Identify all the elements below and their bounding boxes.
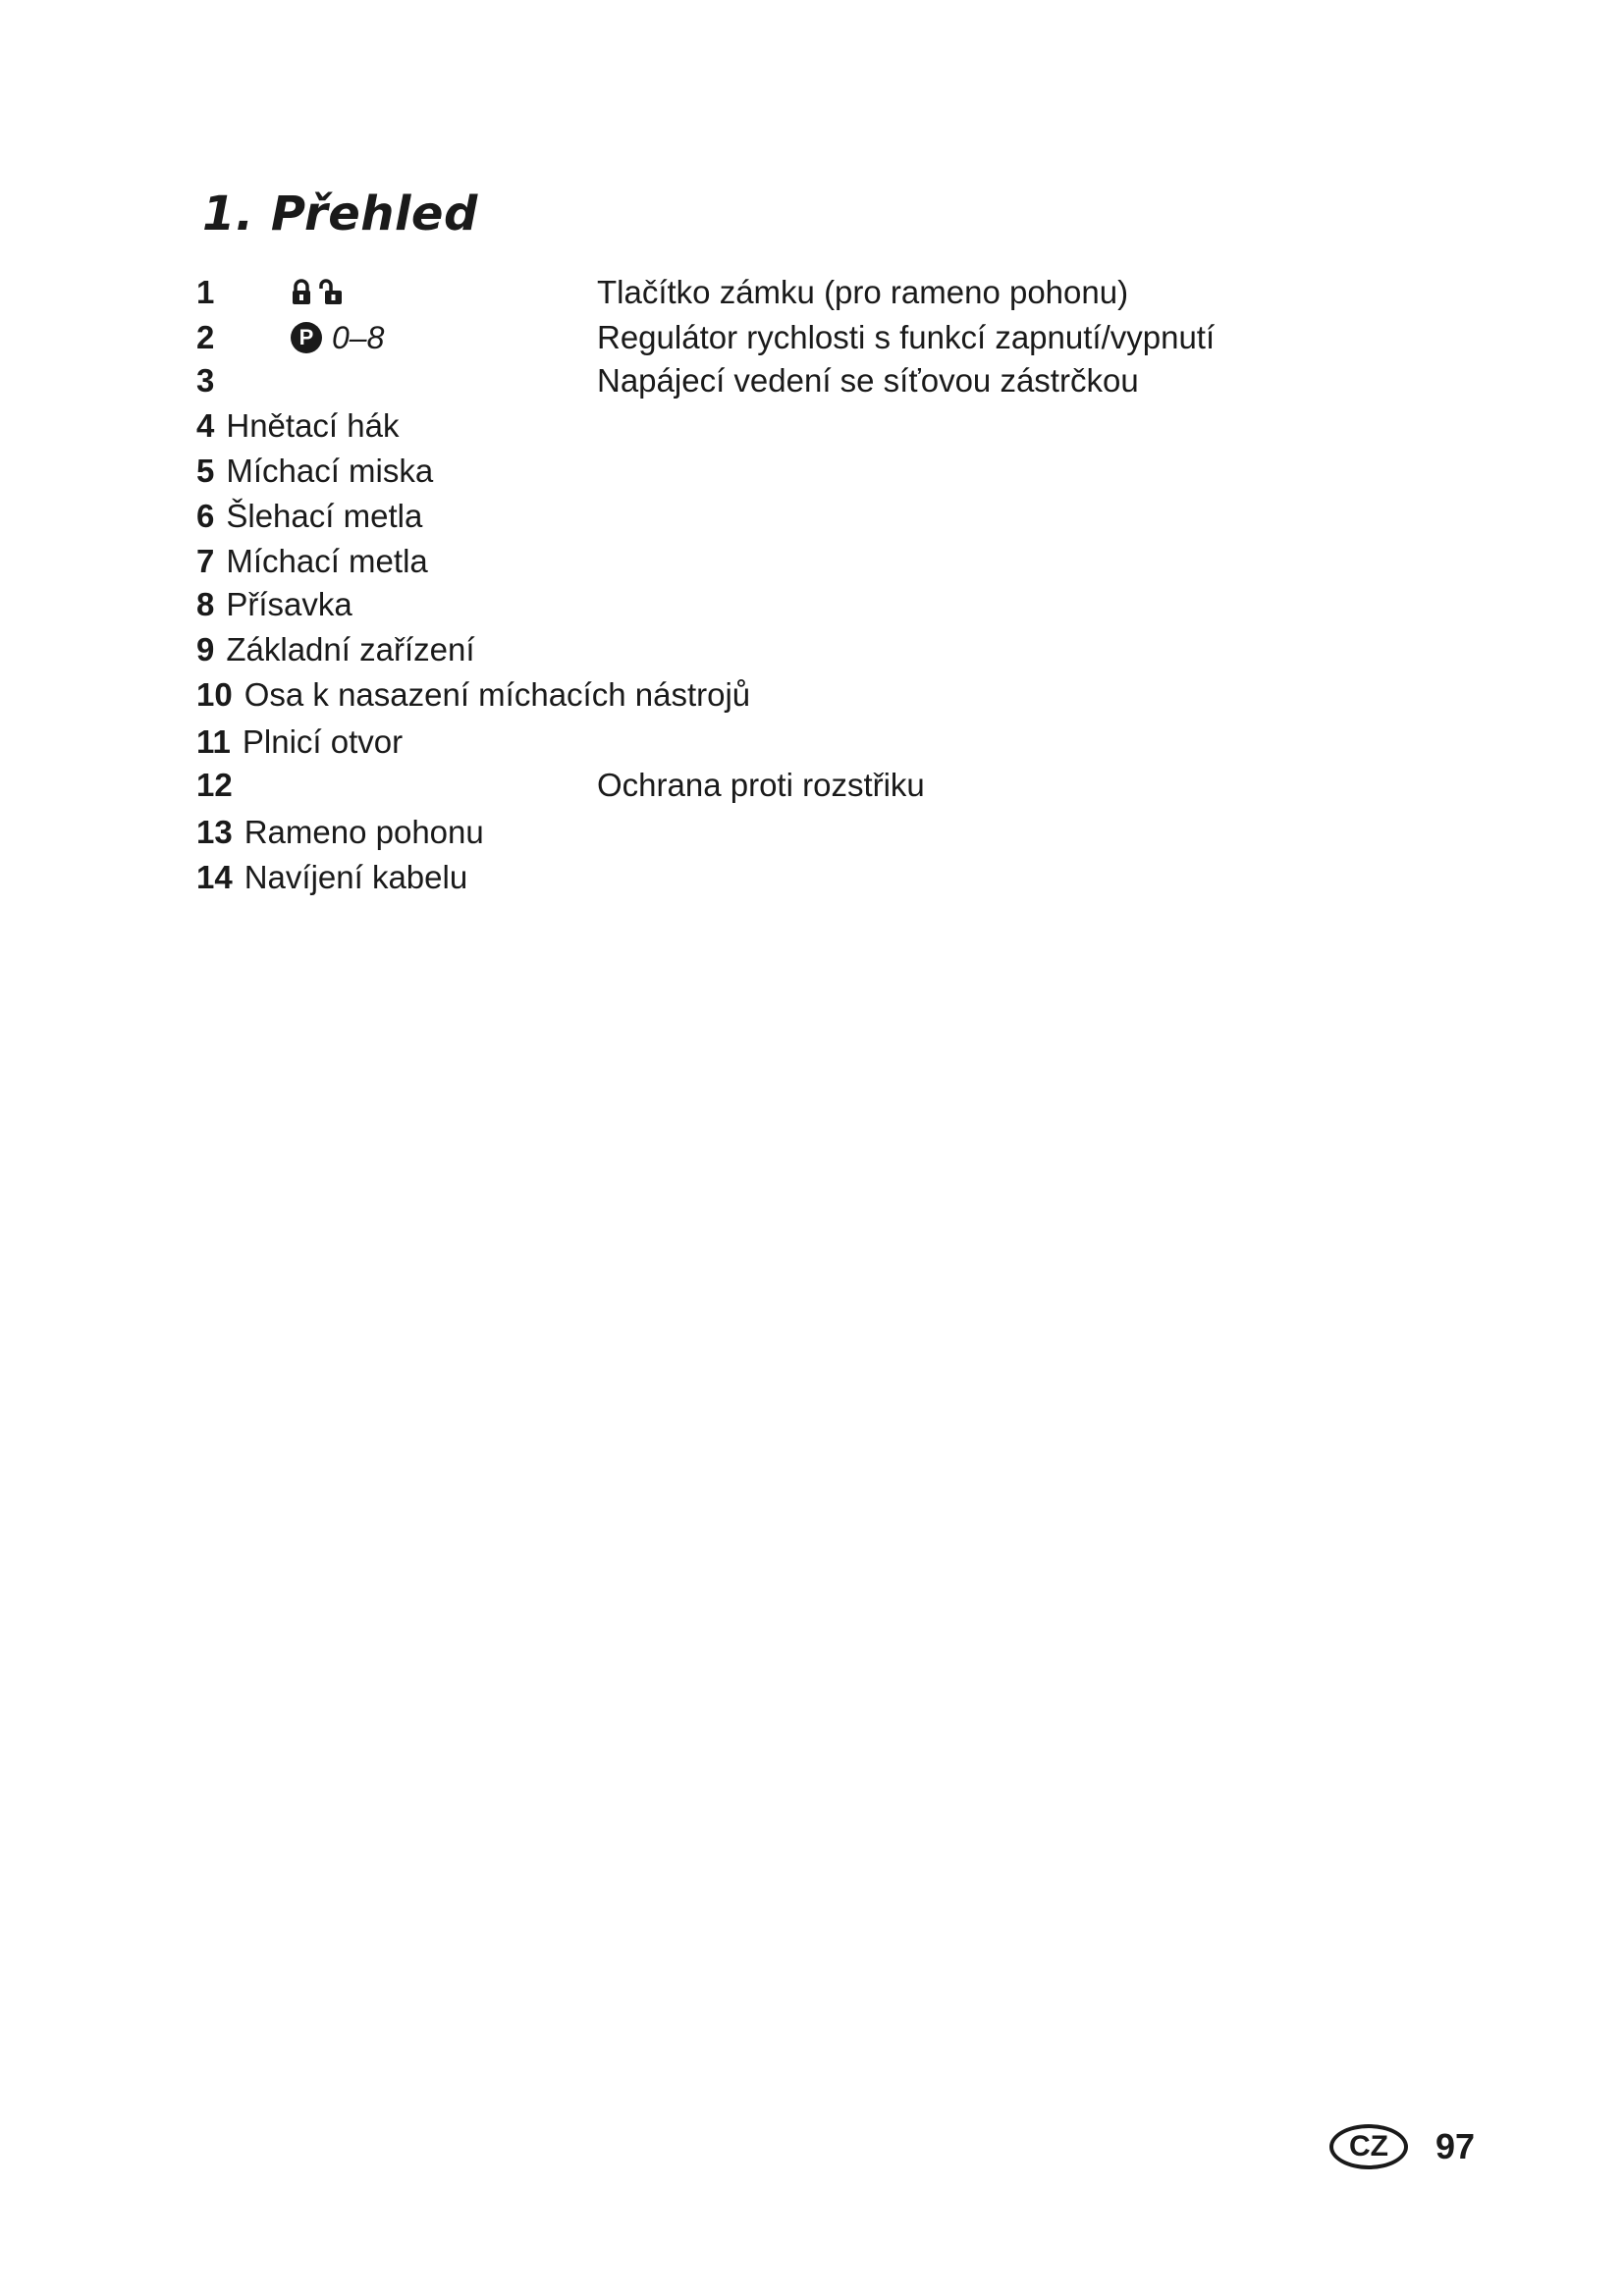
- item-label: Míchací metla: [226, 543, 428, 579]
- power-p-icon: P: [291, 322, 322, 353]
- list-item: [196, 811, 484, 854]
- list-item: [196, 721, 403, 764]
- item-label: Navíjení kabelu: [244, 859, 468, 895]
- item-label: Rameno pohonu: [244, 814, 484, 850]
- item-number: 13: [196, 814, 233, 850]
- item-number: 4: [196, 407, 215, 444]
- item-label: Regulátor rychlosti s funkcí zapnutí/vypnutí: [597, 319, 1216, 355]
- item-number: 3: [196, 362, 215, 399]
- list-item: [196, 764, 925, 807]
- list-item: [196, 583, 352, 626]
- page-footer: [1329, 2124, 1475, 2169]
- list-item: [196, 404, 399, 448]
- item-label: Ochrana proti rozstřiku: [597, 767, 925, 803]
- item-number: 8: [196, 586, 215, 622]
- item-label: Napájecí vedení se síťovou zástrčkou: [597, 362, 1139, 399]
- item-label: Hnětací hák: [226, 407, 400, 444]
- list-item: [196, 856, 467, 899]
- list-item: [196, 673, 750, 717]
- country-code-badge: CZ: [1329, 2124, 1408, 2169]
- item-label: Míchací miska: [226, 453, 434, 489]
- item-number: 2: [196, 319, 215, 355]
- lock-closed-icon: [291, 279, 312, 306]
- speed-range: 0–8: [332, 320, 385, 355]
- item-label: Základní zařízení: [226, 631, 475, 667]
- item-number: 14: [196, 859, 233, 895]
- list-item: [196, 316, 1216, 359]
- page-number: 97: [1435, 2126, 1476, 2166]
- list-item: [196, 450, 433, 493]
- list-item: [196, 359, 1139, 402]
- item-symbols: [291, 271, 344, 314]
- item-label: Tlačítko zámku (pro rameno pohonu): [597, 274, 1129, 310]
- item-number: 10: [196, 676, 233, 713]
- item-number: 12: [196, 767, 233, 803]
- item-number: 1: [196, 274, 215, 310]
- item-number: 11: [196, 723, 231, 760]
- item-number: 6: [196, 498, 215, 534]
- lock-open-icon: [318, 279, 344, 306]
- list-item: [196, 271, 1129, 314]
- list-item: [196, 495, 422, 538]
- item-number: 7: [196, 543, 215, 579]
- item-label: Přísavka: [226, 586, 352, 622]
- item-label: Šlehací metla: [226, 498, 423, 534]
- list-item: [196, 540, 428, 583]
- item-symbols: [291, 316, 384, 359]
- list-item: [196, 628, 474, 671]
- item-number: 9: [196, 631, 215, 667]
- page-title: 1. Přehled: [202, 187, 478, 241]
- item-label: Plnicí otvor: [242, 723, 404, 760]
- item-number: 5: [196, 453, 215, 489]
- item-label: Osa k nasazení míchacích nástrojů: [244, 676, 751, 713]
